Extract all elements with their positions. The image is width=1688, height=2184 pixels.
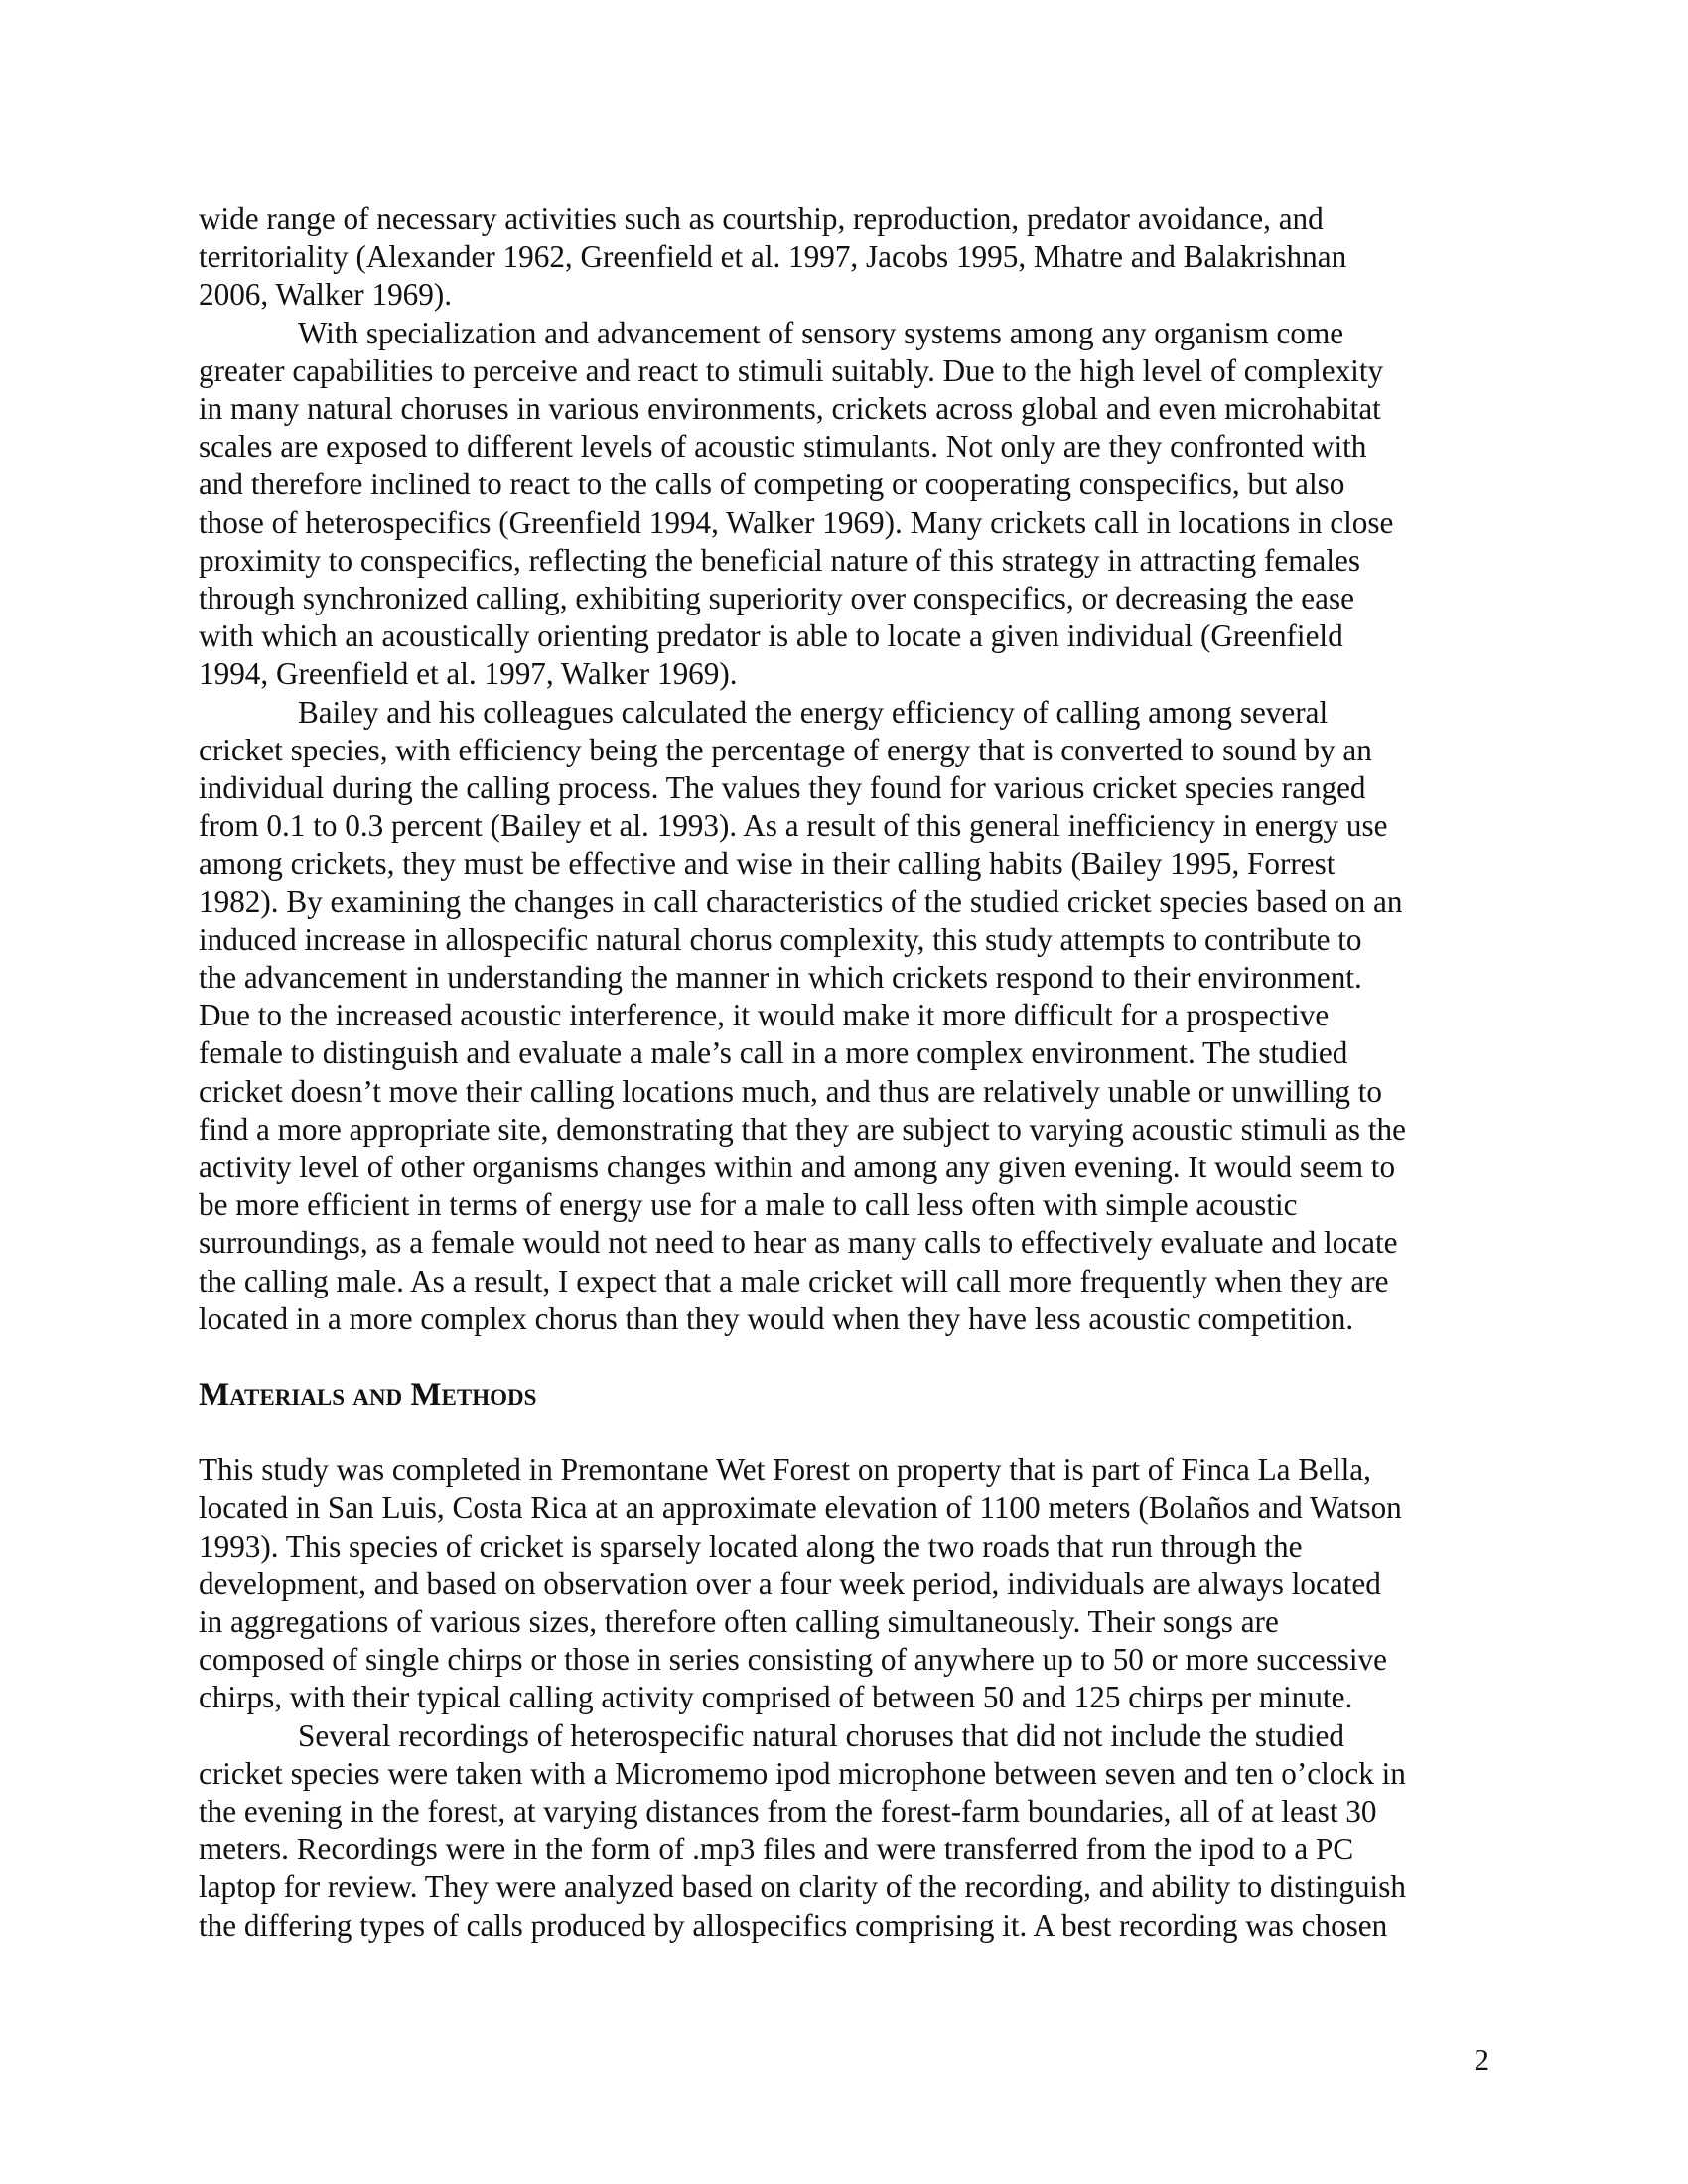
paragraph-recordings [199, 1717, 1489, 1945]
text-line: those of heterospecifics (Greenfield 1994, Walker 1969). Many crickets call in locations in close [199, 504, 1394, 540]
text-line: induced increase in allospecific natural chorus complexity, this study attempts to contribute to [199, 921, 1362, 957]
text-line: the advancement in understanding the manner in which crickets respond to their environment. [199, 960, 1362, 996]
paragraph-continued-intro [199, 201, 1489, 315]
text-line: Bailey and his colleagues calculated the energy efficiency of calling among several [298, 694, 1329, 730]
text-line: Several recordings of heterospecific natural choruses that did not include the studied [298, 1717, 1344, 1753]
text-line: greater capabilities to perceive and react to stimuli suitably. Due to the high level of complexity [199, 352, 1384, 388]
text-line: surroundings, as a female would not need to hear as many calls to effectively evaluate and locate [199, 1225, 1398, 1261]
text-line: 1982). By examining the changes in call characteristics of the studied cricket species based on an [199, 884, 1403, 919]
text-line: 2006, Walker 1969). [199, 277, 453, 313]
text-line: meters. Recordings were in the form of .mp3 files and were transferred from the ipod to a PC [199, 1832, 1354, 1867]
text-line: With specialization and advancement of sensory systems among any organism come [298, 315, 1344, 350]
text-line: be more efficient in terms of energy use for a male to call less often with simple acoustic [199, 1187, 1298, 1223]
text-line: from 0.1 to 0.3 percent (Bailey et al. 1993). As a result of this general inefficiency in energy use [199, 808, 1388, 844]
text-line: 1993). This species of cricket is sparsely located along the two roads that run through the [199, 1528, 1303, 1564]
text-line: located in San Luis, Costa Rica at an approximate elevation of 1100 meters (Bolaños and Watson [199, 1490, 1402, 1526]
text-line: find a more appropriate site, demonstrating that they are subject to varying acoustic stimuli as the [199, 1111, 1406, 1147]
text-line: female to distinguish and evaluate a male’s call in a more complex environment. The studied [199, 1035, 1348, 1071]
text-line: proximity to conspecifics, reflecting the beneficial nature of this strategy in attracting females [199, 542, 1360, 578]
text-line: in many natural choruses in various environments, crickets across global and even microhabitat [199, 391, 1381, 427]
text-line: the differing types of calls produced by allospecifics comprising it. A best recording was chosen [199, 1907, 1388, 1943]
text-line: among crickets, they must be effective and wise in their calling habits (Bailey 1995, Forrest [199, 846, 1336, 882]
text-line: composed of single chirps or those in series consisting of anywhere up to 50 or more successive [199, 1642, 1387, 1678]
text-line: located in a more complex chorus than they would when they have less acoustic competition. [199, 1300, 1354, 1336]
text-line: wide range of necessary activities such as courtship, reproduction, predator avoidance, and [199, 202, 1324, 236]
text-line: This study was completed in Premontane Wet Forest on property that is part of Finca La Bella, [199, 1452, 1371, 1488]
section-heading: Materials and Methods [199, 1377, 537, 1414]
text-line: Due to the increased acoustic interference, it would make it more difficult for a prospective [199, 998, 1330, 1033]
text-line: through synchronized calling, exhibiting superiority over conspecifics, or decreasing the ease [199, 581, 1354, 616]
page-number: 2 [1474, 2042, 1489, 2077]
text-line: and therefore inclined to react to the calls of competing or cooperating conspecifics, but also [199, 467, 1345, 502]
text-line: cricket doesn’t move their calling locations much, and thus are relatively unable or unwilling to [199, 1073, 1383, 1109]
text-line: territoriality (Alexander 1962, Greenfield et al. 1997, Jacobs 1995, Mhatre and Balakrishnan [199, 239, 1347, 275]
text-line: chirps, with their typical calling activity comprised of between 50 and 125 chirps per minute. [199, 1680, 1353, 1715]
body-text [199, 201, 1489, 1945]
text-line: development, and based on observation over a four week period, individuals are always located [199, 1566, 1381, 1601]
text-line: individual during the calling process. The values they found for various cricket species ranged [199, 770, 1366, 806]
text-line: the calling male. As a result, I expect that a male cricket will call more frequently when they are [199, 1263, 1389, 1298]
text-line: activity level of other organisms changes within and among any given evening. It would seem to [199, 1150, 1396, 1185]
text-line: 1994, Greenfield et al. 1997, Walker 1969). [199, 656, 738, 692]
text-line: the evening in the forest, at varying distances from the forest-farm boundaries, all of at least 30 [199, 1793, 1377, 1829]
text-line: cricket species were taken with a Micromemo ipod microphone between seven and ten o’clock in [199, 1755, 1406, 1791]
paragraph-energy-efficiency [199, 694, 1489, 1338]
paragraph-study-site [199, 1451, 1489, 1716]
text-line: scales are exposed to different levels of acoustic stimulants. Not only are they confronted with [199, 429, 1367, 465]
text-line: in aggregations of various sizes, therefore often calling simultaneously. Their songs are [199, 1603, 1279, 1639]
text-line: laptop for review. They were analyzed based on clarity of the recording, and ability to distinguish [199, 1869, 1406, 1905]
text-line: with which an acoustically orienting predator is able to locate a given individual (Greenfield [199, 618, 1343, 654]
text-line: cricket species, with efficiency being the percentage of energy that is converted to sound by an [199, 732, 1372, 767]
paragraph-sensory-systems [199, 315, 1489, 694]
